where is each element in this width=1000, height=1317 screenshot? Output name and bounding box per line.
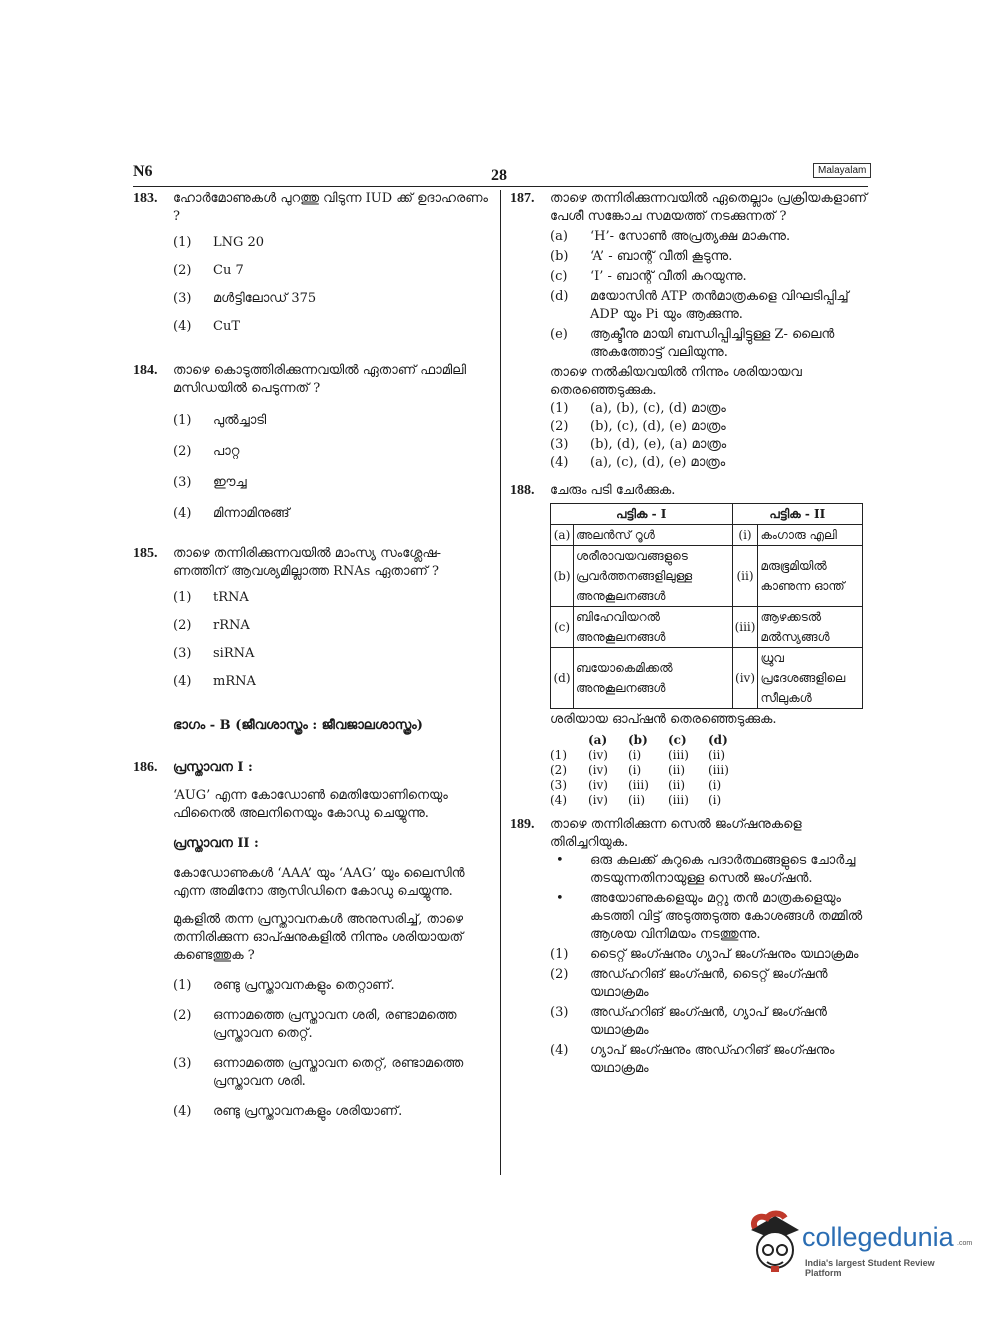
question-number: 184. <box>133 363 158 378</box>
option: (3) മൾട്ടിലോഡ് 375 <box>173 291 317 306</box>
option: (1) പുൽച്ചാടി <box>173 413 267 428</box>
option: (1) രണ്ടു പ്രസ്താവനകളും തെറ്റാണ്. <box>173 978 395 993</box>
statement-2-text: കോഡോണുകൾ ‘AAA’ യും ‘AAG’ യും ലൈസിൻ എന്ന അമിനോ ആസിഡിനെ കോഡു ചെയ്യുന്നു. <box>173 866 465 899</box>
question-189 <box>510 816 868 1078</box>
question-184 <box>133 362 493 523</box>
question-text: താഴെ തന്നിരിക്കുന്ന സെൽ ജംഗ്ഷനുകളെ തിരിച്ചറിയുക. <box>550 817 802 850</box>
question-text: താഴെ കൊടുത്തിരിക്കുന്നവയിൽ ഏതാണ് ഫാമിലി മസിഡയിൽ പെടുന്നത് ? <box>173 363 467 396</box>
option: (2) Cu 7 <box>173 263 244 278</box>
question-prompt: മുകളിൽ തന്ന പ്രസ്താവനകൾ അനുസരിച്ച്, താഴെ തന്നിരിക്കുന്ന ഓപ്ഷനുകളിൽ നിന്നും ശരിയായത് കണ്ടെത്തുക ? <box>173 912 464 963</box>
mascot-icon <box>745 1210 803 1280</box>
column-divider <box>500 190 501 1175</box>
table-row: (d) ബയോകെമിക്കൽ അനുകൂലനങ്ങൾ (iv) ധ്രുവ പ്രദേശങ്ങളിലെ സീലുകൾ <box>551 648 863 709</box>
option: (3) (b), (d), (e), (a) മാത്രം <box>550 437 727 452</box>
statement-item: (b) ‘A’ - ബാന്റ് വീതി കൂടുന്നു. <box>550 249 733 264</box>
question-188 <box>510 482 868 808</box>
option: (2) rRNA <box>173 618 250 633</box>
answer-row: (3) (iv) (iii) (ii) (i) <box>550 778 722 792</box>
bullet-icon: • <box>556 853 564 868</box>
question-186 <box>133 759 493 1121</box>
answer-row: (4) (iv) (ii) (iii) (i) <box>550 793 722 807</box>
question-number: 188. <box>510 483 535 498</box>
table-row: (c) ബിഹേവിയറൽ അനുകൂലനങ്ങൾ (iii) ആഴക്കടൽ മൽസ്യങ്ങൾ <box>551 607 863 648</box>
option: (4) മിന്നാമിനുങ്ങ് <box>173 506 290 521</box>
option: (4) രണ്ടു പ്രസ്താവനകളും ശരിയാണ്. <box>173 1104 403 1119</box>
column-header: പട്ടിക - I <box>551 504 733 525</box>
paper-code: N6 <box>133 163 153 180</box>
table-row: (b) ശരീരാവയവങ്ങളുടെ പ്രവർത്തനങ്ങളിലുള്ള അനുകൂലനങ്ങൾ (ii) മരുഭൂമിയിൽ കാണുന്ന ഓന്ത് <box>551 546 863 607</box>
statement-item: (a) ‘H’- സോൺ അപ്രത്യക്ഷ മാകുന്നു. <box>550 229 791 244</box>
option: (4) ഗ്യാപ് ജംഗ്ഷനും അഡ്ഹറിങ് ജംഗ്ഷനും യഥാക്രമം <box>550 1043 835 1076</box>
option: (1) ടൈറ്റ് ജംഗ്ഷനും ഗ്യാപ് ജംഗ്ഷനും യഥാക്രമം <box>550 947 859 962</box>
question-text: താഴെ തന്നിരിക്കുന്നവയിൽ ഏതെല്ലാം പ്രക്രിയകളാണ് പേശീ സങ്കോച സമയത്ത് നടക്കുന്നത് ? <box>550 191 868 224</box>
statement-1-text: ‘AUG’ എന്ന കോഡോൺ മെതിയോണിനെയും ഫിനൈൽ അലനിനെയും കോഡു ചെയ്യുന്നു. <box>173 788 448 821</box>
question-text: ചേരും പടി ചേർക്കുക. <box>550 483 676 498</box>
language-badge: Malayalam <box>813 163 871 178</box>
answer-grid <box>550 733 748 808</box>
left-column <box>133 190 493 1121</box>
statement-item: (d) മയോസിൻ ATP തൻമാത്രകളെ വിഘടിപ്പിച്ച് ADP യും Pi യും ആക്കുന്നു. <box>550 289 849 322</box>
collegedunia-logo <box>745 1210 973 1280</box>
statement-item: (c) ‘I’ - ബാന്റ് വീതി കുറയുന്നു. <box>550 269 747 284</box>
option: (2) (b), (c), (d), (e) മാത്രം <box>550 419 726 434</box>
section-heading: ഭാഗം - B (ജീവശാസ്ത്രം : ജീവജാലശാസ്ത്രം) <box>173 718 423 733</box>
question-183 <box>133 190 493 336</box>
statement-item: (e) ആക്ടീനു മായി ബന്ധിപ്പിച്ചിട്ടുള്ള Z- ലൈൻ അകത്തോട്ട് വലിയുന്നു. <box>550 327 835 360</box>
option: (2) അഡ്ഹറിങ് ജംഗ്ഷൻ, ടൈറ്റ് ജംഗ്ഷൻ യഥാക്രമം <box>550 967 828 1000</box>
answer-header-row: (a) (b) (c) (d) <box>588 733 728 747</box>
question-number: 185. <box>133 546 158 561</box>
right-column <box>510 190 868 1078</box>
option: (3) ഈച്ച <box>173 475 247 490</box>
option: (1) LNG 20 <box>173 235 265 250</box>
brand-tld: .com <box>957 1240 973 1247</box>
bullet-item: • അയോണുകളെയും മറ്റു തൻ മാത്രകളെയും കടത്തി വിട്ട് അടുത്തടുത്ത കോശങ്ങൾ തമ്മിൽ ആശയ വിനിമയം നടത്തുന്നു. <box>550 890 868 944</box>
page-number: 28 <box>491 167 507 184</box>
option: (4) CuT <box>173 319 240 334</box>
question-number: 189. <box>510 817 535 832</box>
answer-row: (1) (iv) (i) (iii) (ii) <box>550 748 726 762</box>
question-prompt: താഴെ നൽകിയവയിൽ നിന്നും ശരിയായവ തെരഞ്ഞെടുക്കുക. <box>550 365 802 398</box>
header-divider <box>133 186 868 187</box>
bullet-item: • ഒരു കലക്ക് കുറുകെ പദാർത്ഥങ്ങളുടെ ചോർച്ച തടയുന്നതിനായുള്ള സെൽ ജംഗ്ഷൻ. <box>550 852 868 888</box>
question-text: താഴെ തന്നിരിക്കുന്നവയിൽ മാംസ്യ സംശ്ലേഷ-ണത്തിന് ആവശ്യമില്ലാത്ത RNAs ഏതാണ് ? <box>173 546 441 579</box>
column-header: പട്ടിക - II <box>732 504 862 525</box>
question-187 <box>510 190 868 472</box>
statement-2-title: പ്രസ്താവന II : <box>173 836 259 851</box>
brand-tagline: India's largest Student Review Platform <box>805 1258 935 1278</box>
match-table <box>550 503 863 709</box>
option: (3) siRNA <box>173 646 255 661</box>
question-text: ഹോർമോണുകൾ പുറത്തു വിടുന്ന IUD ക്ക് ഉദാഹരണം ? <box>173 191 488 224</box>
option: (1) tRNA <box>173 590 249 605</box>
option: (2) പാറ്റ <box>173 444 240 459</box>
answer-row: (2) (iv) (i) (ii) (iii) <box>550 763 729 777</box>
question-number: 187. <box>510 191 535 206</box>
statement-1-title: പ്രസ്താവന I : <box>173 760 253 775</box>
brand-name: collegedunia <box>802 1222 954 1252</box>
option: (1) (a), (b), (c), (d) മാത്രം <box>550 401 726 416</box>
question-185 <box>133 545 493 691</box>
question-number: 183. <box>133 191 158 206</box>
option: (4) mRNA <box>173 674 256 689</box>
bullet-icon: • <box>556 891 564 906</box>
question-number: 186. <box>133 760 158 775</box>
option: (3) ഒന്നാമത്തെ പ്രസ്താവന തെറ്റ്, രണ്ടാമത്തെ പ്രസ്താവന ശരി. <box>173 1056 464 1089</box>
option: (2) ഒന്നാമത്തെ പ്രസ്താവന ശരി, രണ്ടാമത്തെ പ്രസ്താവന തെറ്റ്. <box>173 1008 457 1041</box>
option: (3) അഡ്ഹറിങ് ജംഗ്ഷൻ, ഗ്യാപ് ജംഗ്ഷൻ യഥാക്രമം <box>550 1005 827 1038</box>
question-prompt: ശരിയായ ഓപ്ഷൻ തെരഞ്ഞെടുക്കുക. <box>550 712 777 727</box>
table-row: (a) അലൻസ് റൂൾ (i) കംഗാരു എലി <box>551 525 863 546</box>
option: (4) (a), (c), (d), (e) മാത്രം <box>550 455 726 470</box>
